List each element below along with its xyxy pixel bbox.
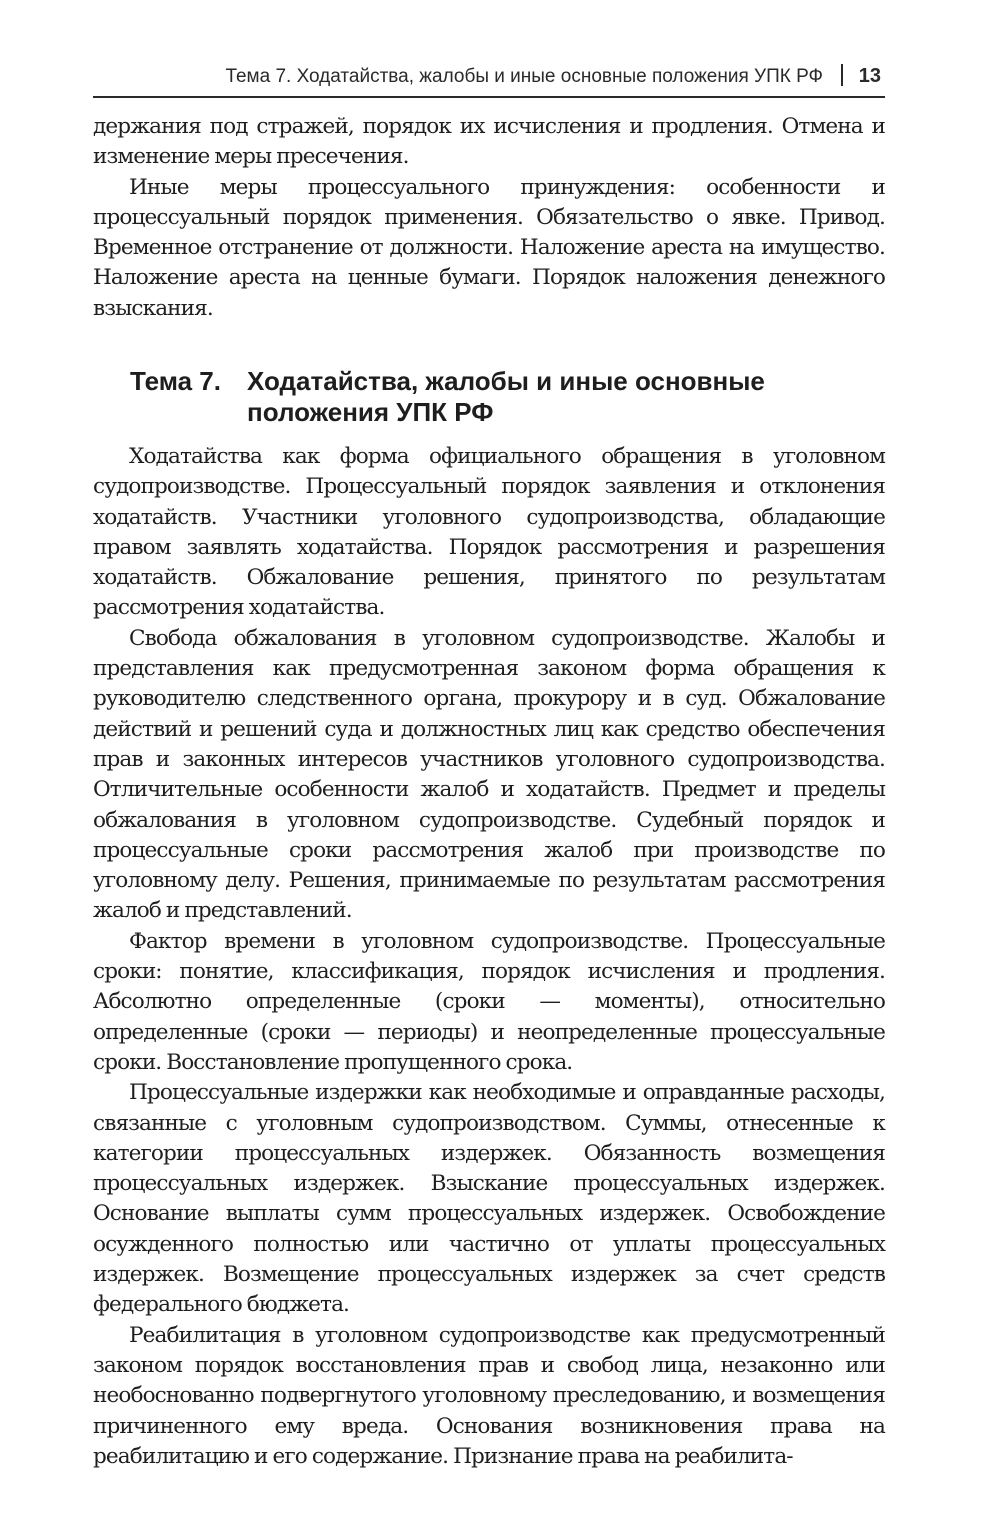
paragraph: Свобода обжалования в уголовном судопроизводстве. Жалобы и представления как предусмотренная законом форма обращения к руководителю следственного органа, прокурору и в суд. Обжалование действий и решений суда и должностных лиц как средство обеспечения прав и законных интересов участников уголовного судопроизводства. Отличительные особенности жалоб и ходатайств. Предмет и пределы обжалования в уголовном судопроизводстве. Судебный порядок и процессуальные сроки рассмотрения жалоб при производстве по уголовному делу. Решения, принимаемые по результатам рассмотрения жалоб и представлений. — [93, 625, 885, 924]
paragraph: Иные меры процессуального принуждения: особенности и процессуальный порядок применения. Обязательство о явке. Привод. Временное отстранение от должности. Наложение ареста на имущество. Наложение ареста на ценные бумаги. Порядок наложения денежного взыскания. — [93, 174, 885, 321]
chapter-number: Тема 7. — [130, 366, 221, 396]
paragraph: Фактор времени в уголовном судопроизводстве. Процессуальные сроки: понятие, классификация, порядок исчисления и продления. Абсолютно определенные (сроки — моменты), относительно определенные (сроки — периоды) и неопределенные процессуальные сроки. Восстановление пропущенного срока. — [93, 928, 885, 1075]
header-separator — [841, 64, 843, 86]
intro-text-block — [93, 112, 885, 324]
paragraph: Ходатайства как форма официального обращения в уголовном судопроизводстве. Процессуальный порядок заявления и отклонения ходатайств. Участники уголовного судопроизводства, обладающие правом заявлять ходатайства. Порядок рассмотрения и разрешения ходатайств. Обжалование решения, принятого по результатам рассмотрения ходатайства. — [93, 444, 885, 621]
paragraph-continued: держания под стражей, порядок их исчисления и продления. Отмена и изменение меры пресечения. — [93, 114, 885, 170]
running-header — [93, 58, 885, 98]
page-number: 13 — [858, 65, 881, 87]
chapter-text-block — [93, 442, 885, 1472]
running-header-title: Тема 7. Ходатайства, жалобы и иные основные положения УПК РФ — [225, 66, 823, 87]
paragraph: Процессуальные издержки как необходимые и оправданные расходы, связанные с уголовным судопроизводством. Суммы, отнесенные к категории процессуальных издержек. Обязанность возмещения процессуальных издержек. Взыскание процессуальных издержек. Основание выплаты сумм процессуальных издержек. Освобождение осужденного полностью или частично от уплаты процессуальных издержек. Возмещение процессуальных издержек за счет средств федерального бюджета. — [93, 1080, 885, 1318]
paragraph: Реабилитация в уголовном судопроизводстве как предусмотренный законом порядок восстановления прав и свобод лица, незаконно или необоснованно подвергнутого уголовному преследованию, и возмещения причиненного ему вреда. Основания возникновения права на реабилитацию и его содержание. Признание права на реабилита- — [93, 1322, 885, 1469]
chapter-title: Ходатайства, жалобы и иные основные положения УПК РФ — [247, 366, 765, 427]
